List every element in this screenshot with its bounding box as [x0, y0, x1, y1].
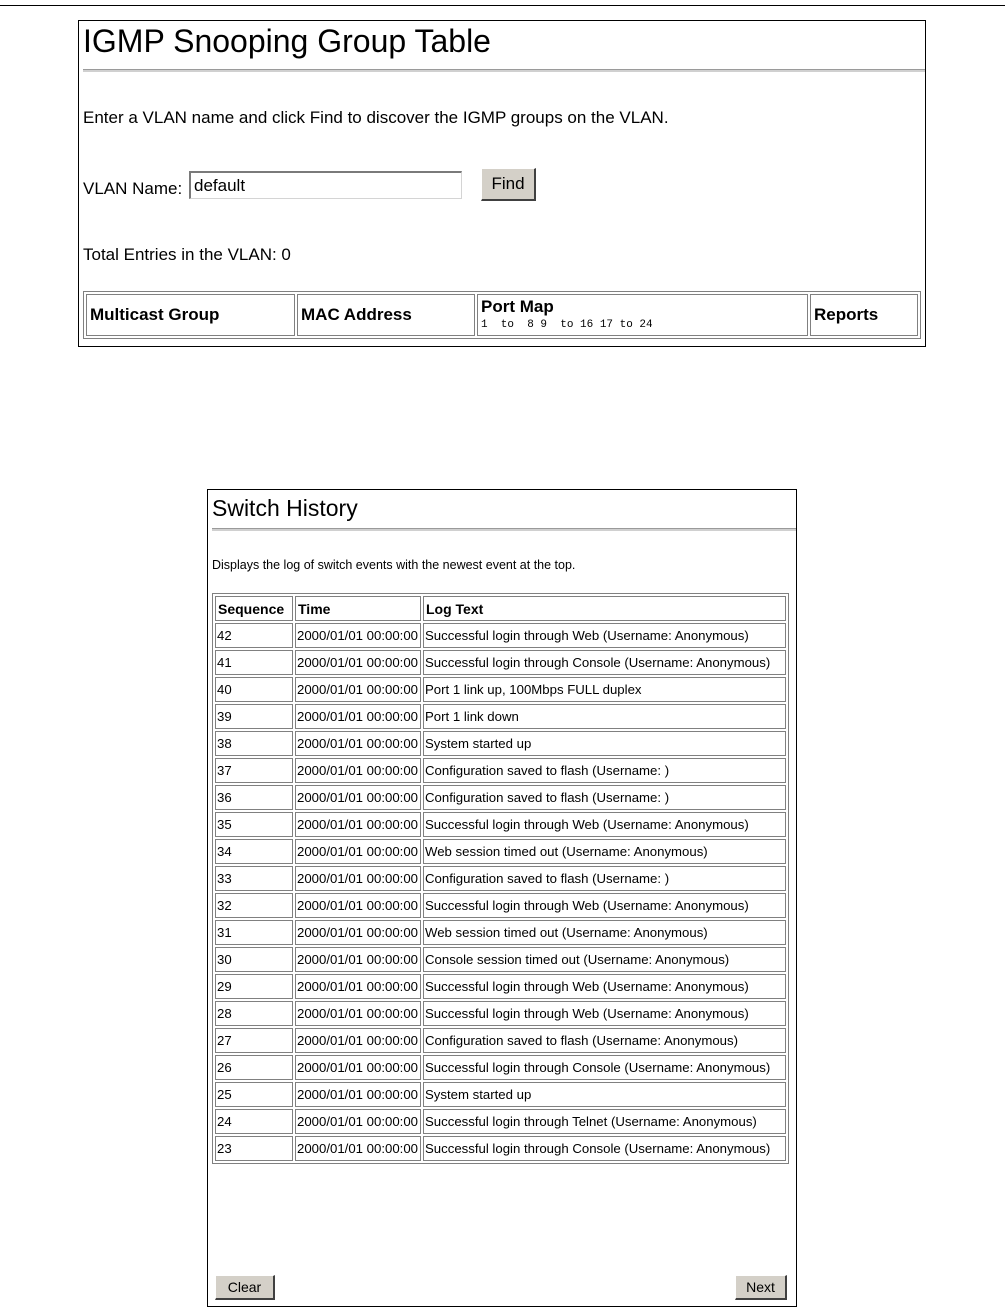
table-row — [215, 893, 786, 918]
log-text-cell: Successful login through Web (Username: Anonymous) — [423, 623, 786, 648]
find-button[interactable]: Find — [481, 168, 536, 201]
log-text-cell: Successful login through Web (Username: Anonymous) — [423, 812, 786, 837]
table-row — [215, 704, 786, 729]
column-mac-address: MAC Address — [297, 294, 475, 336]
column-sequence: Sequence — [215, 596, 293, 621]
table-row — [215, 1028, 786, 1053]
column-time: Time — [295, 596, 421, 621]
log-text-cell: Port 1 link up, 100Mbps FULL duplex — [423, 677, 786, 702]
table-row — [215, 839, 786, 864]
time-cell: 2000/01/01 00:00:00 — [295, 893, 421, 918]
vlan-name-input[interactable] — [189, 171, 462, 199]
sequence-cell: 28 — [215, 1001, 293, 1026]
total-entries: Total Entries in the VLAN: 0 — [83, 245, 291, 264]
column-port-map — [477, 294, 808, 336]
table-row — [215, 1082, 786, 1107]
igmp-description: Enter a VLAN name and click Find to discover the IGMP groups on the VLAN. — [83, 108, 669, 127]
sequence-cell: 33 — [215, 866, 293, 891]
table-row — [215, 1109, 786, 1134]
time-cell: 2000/01/01 00:00:00 — [295, 731, 421, 756]
table-row — [215, 974, 786, 999]
table-row — [215, 785, 786, 810]
time-cell: 2000/01/01 00:00:00 — [295, 839, 421, 864]
time-cell: 2000/01/01 00:00:00 — [295, 677, 421, 702]
sequence-cell: 32 — [215, 893, 293, 918]
log-text-cell: Successful login through Web (Username: Anonymous) — [423, 1001, 786, 1026]
sequence-cell: 31 — [215, 920, 293, 945]
time-cell: 2000/01/01 00:00:00 — [295, 785, 421, 810]
table-header-row — [86, 294, 918, 336]
time-cell: 2000/01/01 00:00:00 — [295, 704, 421, 729]
sequence-cell: 40 — [215, 677, 293, 702]
sequence-cell: 34 — [215, 839, 293, 864]
time-cell: 2000/01/01 00:00:00 — [295, 758, 421, 783]
igmp-snooping-panel — [78, 20, 926, 347]
igmp-group-table — [83, 291, 921, 339]
title-divider — [83, 69, 925, 73]
time-cell: 2000/01/01 00:00:00 — [295, 1055, 421, 1080]
sequence-cell: 42 — [215, 623, 293, 648]
log-text-cell: Web session timed out (Username: Anonymous) — [423, 839, 786, 864]
time-cell: 2000/01/01 00:00:00 — [295, 623, 421, 648]
log-text-cell: System started up — [423, 1082, 786, 1107]
table-row — [215, 812, 786, 837]
sequence-cell: 39 — [215, 704, 293, 729]
history-header-row — [215, 596, 786, 621]
sequence-cell: 27 — [215, 1028, 293, 1053]
table-row — [215, 920, 786, 945]
time-cell: 2000/01/01 00:00:00 — [295, 920, 421, 945]
time-cell: 2000/01/01 00:00:00 — [295, 866, 421, 891]
sequence-cell: 36 — [215, 785, 293, 810]
time-cell: 2000/01/01 00:00:00 — [295, 1001, 421, 1026]
log-text-cell: Configuration saved to flash (Username: ) — [423, 866, 786, 891]
time-cell: 2000/01/01 00:00:00 — [295, 1136, 421, 1161]
time-cell: 2000/01/01 00:00:00 — [295, 947, 421, 972]
next-button[interactable]: Next — [735, 1275, 787, 1300]
time-cell: 2000/01/01 00:00:00 — [295, 1028, 421, 1053]
log-text-cell: Configuration saved to flash (Username: Anonymous) — [423, 1028, 786, 1053]
sequence-cell: 30 — [215, 947, 293, 972]
column-reports: Reports — [810, 294, 918, 336]
table-row — [215, 731, 786, 756]
vlan-name-label: VLAN Name: — [83, 179, 183, 198]
log-text-cell: Successful login through Console (Username: Anonymous) — [423, 650, 786, 675]
port-map-label: Port Map — [481, 297, 554, 316]
table-row — [215, 650, 786, 675]
clear-button[interactable]: Clear — [215, 1275, 275, 1300]
time-cell: 2000/01/01 00:00:00 — [295, 1109, 421, 1134]
log-text-cell: Configuration saved to flash (Username: ) — [423, 758, 786, 783]
table-row — [215, 866, 786, 891]
top-divider — [0, 5, 1005, 6]
table-row — [215, 1055, 786, 1080]
log-text-cell: Console session timed out (Username: Anonymous) — [423, 947, 786, 972]
log-text-cell: Successful login through Telnet (Username: Anonymous) — [423, 1109, 786, 1134]
log-text-cell: Successful login through Web (Username: Anonymous) — [423, 974, 786, 999]
port-map-scale: 1 to 8 9 to 16 17 to 24 — [481, 319, 653, 331]
table-row — [215, 1001, 786, 1026]
sequence-cell: 25 — [215, 1082, 293, 1107]
sequence-cell: 29 — [215, 974, 293, 999]
sequence-cell: 23 — [215, 1136, 293, 1161]
time-cell: 2000/01/01 00:00:00 — [295, 1082, 421, 1107]
log-text-cell: Port 1 link down — [423, 704, 786, 729]
history-title-divider — [212, 528, 796, 532]
table-row — [215, 623, 786, 648]
log-text-cell: System started up — [423, 731, 786, 756]
table-row — [215, 758, 786, 783]
log-text-cell: Successful login through Web (Username: Anonymous) — [423, 893, 786, 918]
time-cell: 2000/01/01 00:00:00 — [295, 812, 421, 837]
table-row — [215, 947, 786, 972]
sequence-cell: 38 — [215, 731, 293, 756]
column-multicast-group: Multicast Group — [86, 294, 295, 336]
column-log-text: Log Text — [423, 596, 786, 621]
history-description: Displays the log of switch events with the newest event at the top. — [212, 558, 576, 572]
sequence-cell: 35 — [215, 812, 293, 837]
sequence-cell: 37 — [215, 758, 293, 783]
page-title: IGMP Snooping Group Table — [83, 23, 491, 59]
history-title: Switch History — [212, 495, 358, 521]
log-text-cell: Successful login through Console (Username: Anonymous) — [423, 1055, 786, 1080]
log-text-cell: Successful login through Console (Username: Anonymous) — [423, 1136, 786, 1161]
table-row — [215, 1136, 786, 1161]
log-text-cell: Configuration saved to flash (Username: ) — [423, 785, 786, 810]
time-cell: 2000/01/01 00:00:00 — [295, 974, 421, 999]
history-table — [212, 593, 789, 1164]
sequence-cell: 24 — [215, 1109, 293, 1134]
sequence-cell: 41 — [215, 650, 293, 675]
sequence-cell: 26 — [215, 1055, 293, 1080]
switch-history-panel — [207, 489, 797, 1307]
log-text-cell: Web session timed out (Username: Anonymous) — [423, 920, 786, 945]
time-cell: 2000/01/01 00:00:00 — [295, 650, 421, 675]
table-row — [215, 677, 786, 702]
